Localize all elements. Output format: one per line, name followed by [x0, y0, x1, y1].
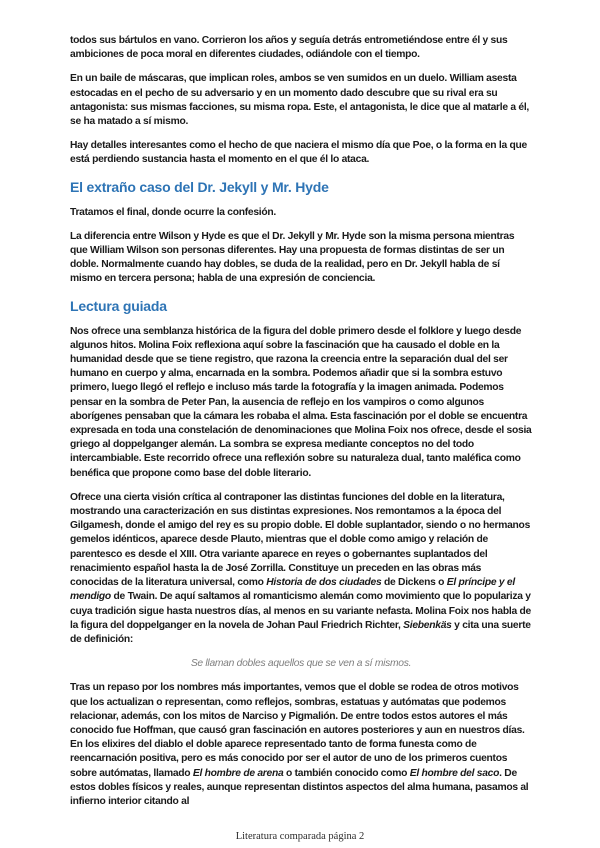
section-heading-jekyll: El extraño caso del Dr. Jekyll y Mr. Hyde — [70, 178, 329, 195]
section-heading-lectura-guiada: Lectura guiada — [70, 297, 167, 314]
paragraph-intro-tail: todos sus bártulos en vano. Corrieron los años y seguía detrás entrometiéndose entre él y sus ambiciones de poca moral en diferentes ciudades, odiándole con el tiempo. — [70, 35, 508, 61]
page-footer: Literatura comparada página 2 — [235, 831, 365, 842]
centered-quote: Se llaman dobles aquellos que se ven a sí mismos. — [190, 658, 412, 670]
page-content — [70, 34, 532, 819]
paragraph-final: Tratamos el final, donde ocurre la confesión. — [70, 206, 276, 218]
paragraph-repaso: Tras un repaso por los nombres más importantes, vemos que el doble se rodea de otros motivos que los actualizan o representan, como reflejos, sombras, estatuas y autómatas que podemos relacionar, además, con los mitos de Narciso y Pigmalión. De entre todos estos autores el más conocido fue Hoffman, que causó gran fascinación en autores posteriores y aun en nuestros días. En los elixires del diablo el doble aparece representado tanto de forma funesta como de reencarnación positiva, pero es más conocido por ser el autor de uno de los primeros cuentos sobre autómatas, llamado El hombre de arena o también conocido como El hombre del saco. De estos dobles físicos y reales, aunque representan distintos aspectos del alma humana, pasamos al infierno interior citando al — [70, 682, 529, 807]
paragraph-difference: La diferencia entre Wilson y Hyde es que el Dr. Jekyll y Mr. Hyde son la misma persona mientras que William Wilson son personas diferentes. Hay una propuesta de formas distintas de ser un doble. Normalmente cuando hay dobles, se duda de la realidad, pero en Dr. Jekyll habla de sí mismo en tercera persona; habla de una expresión de conciencia. — [70, 230, 515, 285]
paragraph-vision-critica: Ofrece una cierta visión crítica al contraponer las distintas funciones del doble en la literatura, mostrando una caracterización en sus distintas expresiones. Nos remontamos a la época del Gilgamesh, donde el amigo del rey es su propio doble. El doble suplantador, siendo o no hermanos gemelos idénticos, aparece desde Plauto, mientras que el doble como amigo y relación de parentesco es desde el XIII. Otra variante aparece en reyes o gobernantes suplantados del renacimiento español hasta la de José Zorrilla. Constituye un preceden en las obras más conocidas de la literatura universal, como Historia de dos ciudades de Dickens o El príncipe y el mendigo de Twain. De aquí saltamos al romanticismo alemán como movimiento que lo populariza y cuya tradición sigue hasta nuestros días, al menos en su variante nefasta. Molina Foix nos habla de la figura del doppelganger en la novela de Johan Paul Friedrich Richter, Siebenkäs y cita una suerte de definición: — [70, 491, 531, 645]
paragraph-masquerade: En un baile de máscaras, que implican roles, ambos se ven sumidos en un duelo. William asesta estocadas en el pecho de su adversario y en un momento dado descubre que su rival era su antagonista: sus mismas facciones, su misma ropa. Este, el antagonista, le dice que al matarle a él, se ha matado a sí mismo. — [70, 73, 529, 128]
paragraph-semblanza: Nos ofrece una semblanza histórica de la figura del doble primero desde el folklore y luego desde algunos hitos. Molina Foix reflexiona aquí sobre la fascinación que ha causado el doble en la humanidad desde que se tiene registro, que razona la creencia entre la separación dual del ser humano en cuerpo y alma, encarnada en la sombra. Podemos añadir que si la sombra estuvo primero, luego llegó el reflejo e incluso más tarde la fotografía y la imagen animada. Podemos pensar en la sombra de Peter Pan, la ausencia de reflejo en los vampiros o como algunos aborígenes pensaban que la cámara les robaba el alma. Esta fascinación por el doble se encuentra expresada en toda una constelación de denominaciones que Molina Foix nos ofrece, desde el sosia griego al doppelganger alemán. La sombra se expresa mediante conceptos no del todo intercambiable. Este recorrido ofrece una reflexión sobre su naturaleza dual, tanto maléfica como benéfica que propone como base del doble literario. — [70, 325, 532, 479]
paragraph-details: Hay detalles interesantes como el hecho de que naciera el mismo día que Poe, o la forma en la que está perdiendo sustancia hasta el momento en el que él lo ataca. — [70, 140, 527, 166]
